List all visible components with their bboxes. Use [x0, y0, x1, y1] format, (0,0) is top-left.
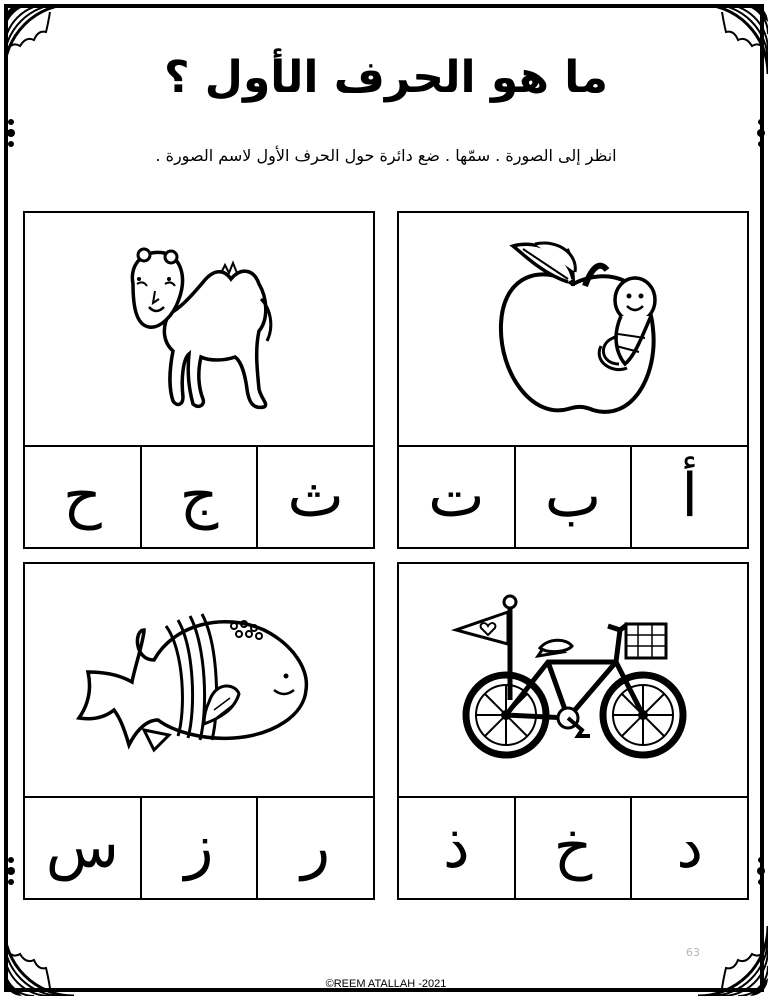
letter-row [399, 445, 747, 547]
page-title: ما هو الحرف الأول ؟ [163, 52, 609, 103]
letter-option[interactable]: ب [514, 445, 631, 547]
letter-option[interactable]: ر [256, 796, 373, 898]
letter-option[interactable]: خ [514, 796, 631, 898]
copyright-footer: ©REEM ATALLAH -2021 [325, 978, 447, 990]
letter-option[interactable]: ح [62, 461, 102, 531]
card-bicycle [397, 562, 749, 900]
letter-option[interactable]: ز [140, 796, 257, 898]
letter-option[interactable]: ث [256, 445, 373, 547]
side-ornament-left-top [4, 118, 18, 148]
letter-option[interactable]: ت [428, 461, 485, 531]
card-camel [23, 211, 375, 549]
card-apple [397, 211, 749, 549]
letter-row [25, 445, 373, 547]
side-ornament-left-bottom [4, 856, 18, 886]
instructions: انظر إلى الصورة . سمّها . ضع دائرة حول الحرف الأول لاسم الصورة . [155, 146, 617, 165]
letter-row [399, 796, 747, 898]
side-ornament-right-top [754, 118, 768, 148]
letter-option[interactable]: أ [630, 445, 747, 547]
page-number: 63 [686, 946, 700, 959]
letter-option[interactable]: س [45, 812, 119, 882]
letter-row [25, 796, 373, 898]
letter-option[interactable]: ذ [442, 812, 470, 882]
camel-icon [25, 213, 373, 447]
side-ornament-right-bottom [754, 856, 768, 886]
letter-option[interactable]: ج [140, 445, 257, 547]
apple-with-worm-icon [399, 213, 747, 447]
letter-option[interactable]: د [630, 796, 747, 898]
bicycle-icon [399, 564, 747, 798]
fish-icon [25, 564, 373, 798]
card-fish [23, 562, 375, 900]
